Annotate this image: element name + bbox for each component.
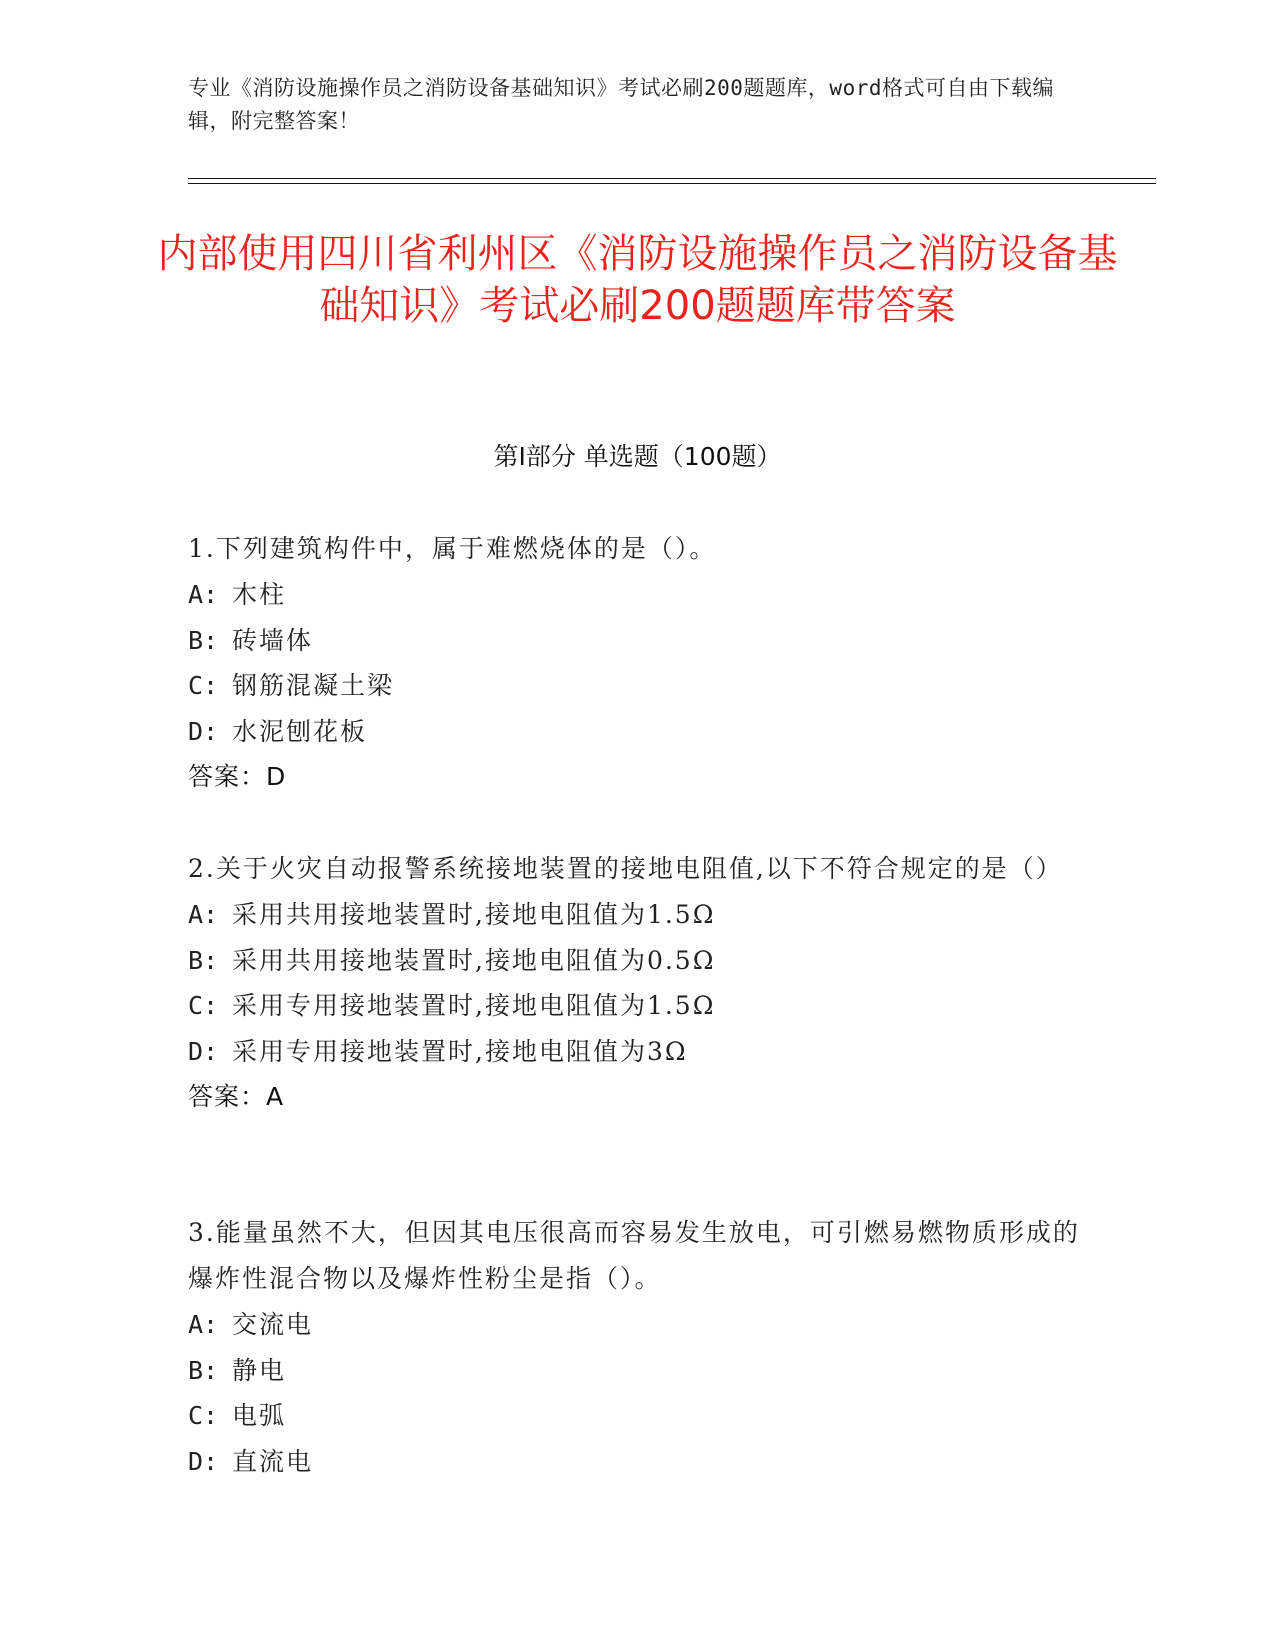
option-letter: D: <box>188 1036 219 1066</box>
question-text: 2.关于火灾自动报警系统接地装置的接地电阻值,以下不符合规定的是（） <box>188 854 1063 883</box>
option-b <box>188 618 1088 664</box>
question-2 <box>188 846 1088 1120</box>
option-d <box>188 709 1088 755</box>
option-a <box>188 892 1088 938</box>
answer-line <box>188 754 1088 800</box>
option-text: 直流电 <box>232 1446 314 1476</box>
option-c <box>188 1393 1088 1439</box>
answer-label: 答案： <box>188 762 267 791</box>
document-title: 内部使用四川省利州区《消防设施操作员之消防设备基础知识》考试必刷200题题库带答案 <box>157 231 1118 329</box>
option-a <box>188 1302 1088 1348</box>
option-text: 采用共用接地装置时,接地电阻值为1.5Ω <box>232 900 716 929</box>
question-text: 1.下列建筑构件中，属于难燃烧体的是（）。 <box>188 534 717 563</box>
option-letter: C: <box>188 991 219 1020</box>
question-1 <box>188 526 1088 800</box>
option-text: 水泥刨花板 <box>232 716 368 746</box>
option-text: 电弧 <box>232 1401 287 1430</box>
option-c <box>188 983 1088 1029</box>
section-heading: 第I部分 单选题（100题） <box>493 442 782 471</box>
option-text: 木柱 <box>232 580 287 609</box>
option-b <box>188 938 1088 984</box>
option-text: 钢筋混凝土梁 <box>232 671 395 700</box>
answer-value: D <box>266 762 287 791</box>
option-text: 采用共用接地装置时,接地电阻值为0.5Ω <box>232 945 716 975</box>
option-letter: B: <box>188 625 219 655</box>
option-a <box>188 572 1088 618</box>
option-text: 砖墙体 <box>232 625 314 655</box>
answer-value: A <box>266 1082 285 1111</box>
option-text: 交流电 <box>232 1310 314 1339</box>
option-text: 采用专用接地装置时,接地电阻值为3Ω <box>232 1036 688 1066</box>
header-rule-bottom <box>188 183 1156 184</box>
header-note: 专业《消防设施操作员之消防设备基础知识》考试必刷200题题库，word格式可自由下载编辑，附完整答案！ <box>188 76 1054 133</box>
option-letter: D: <box>188 1446 219 1476</box>
option-d <box>188 1439 1088 1485</box>
option-d <box>188 1029 1088 1075</box>
option-letter: C: <box>188 671 219 700</box>
option-letter: A: <box>188 900 219 929</box>
option-c <box>188 663 1088 709</box>
option-text: 采用专用接地装置时,接地电阻值为1.5Ω <box>232 991 716 1020</box>
option-text: 静电 <box>232 1355 287 1385</box>
question-3 <box>188 1210 1088 1484</box>
option-letter: B: <box>188 945 219 975</box>
option-letter: A: <box>188 1310 219 1339</box>
answer-line <box>188 1074 1088 1120</box>
option-letter: D: <box>188 716 219 746</box>
answer-label: 答案： <box>188 1082 267 1111</box>
option-b <box>188 1348 1088 1394</box>
option-letter: B: <box>188 1355 219 1385</box>
option-letter: C: <box>188 1401 219 1430</box>
question-text: 3.能量虽然不大，但因其电压很高而容易发生放电，可引燃易燃物质形成的爆炸性混合物以及爆炸性粉尘是指（）。 <box>188 1218 1080 1293</box>
option-letter: A: <box>188 580 219 609</box>
header-rule-top <box>188 178 1156 179</box>
